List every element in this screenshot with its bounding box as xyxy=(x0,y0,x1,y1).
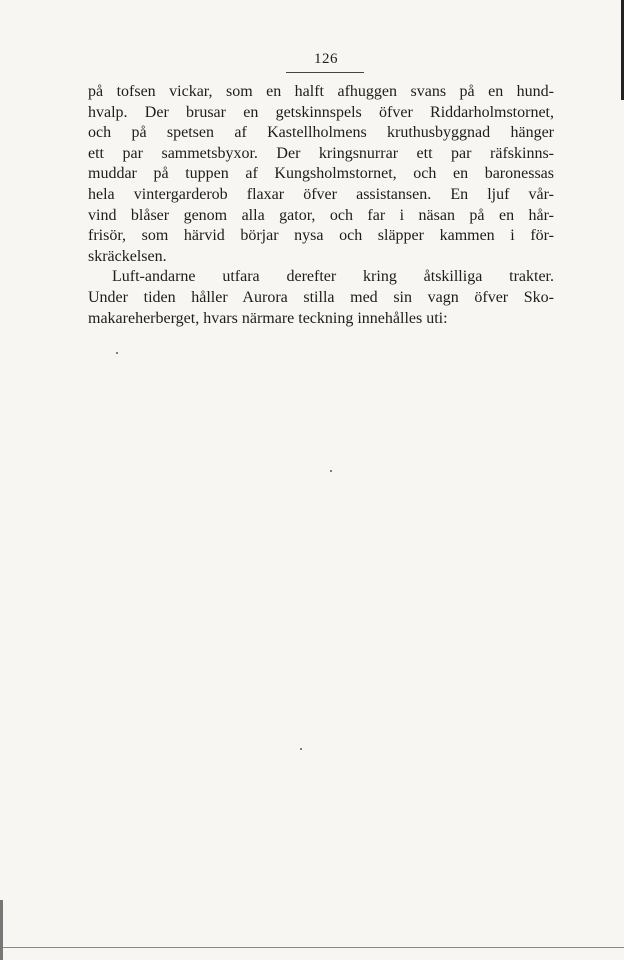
text-line: muddar på tuppen af Kungsholmstornet, och en baronessas xyxy=(88,165,554,183)
page-number-container xyxy=(286,50,366,68)
page-left-edge xyxy=(0,900,3,960)
text-line: Luft-andarne utfara derefter kring åtskilliga trakter. xyxy=(112,268,554,286)
text-line: hvalp. Der brusar en getskinnspels öfver Riddarholmstornet, xyxy=(88,103,554,121)
page-number-rule xyxy=(286,72,364,73)
body-text xyxy=(88,82,554,329)
page-number: 126 xyxy=(314,51,338,67)
text-line: hela vintergarderob flaxar öfver assistansen. En ljuf vår- xyxy=(88,185,554,203)
text-line: makareherberget, hvars närmare teckning innehålles uti: xyxy=(88,309,448,327)
print-speck xyxy=(116,352,118,354)
text-line: ett par sammetsbyxor. Der kringsnurrar ett par räfskinns- xyxy=(88,144,554,162)
text-line: vind blåser genom alla gator, och far i näsan på en hår- xyxy=(88,206,554,224)
text-line: frisör, som härvid börjar nysa och släpper kammen i för- xyxy=(88,227,554,245)
text-line: skräckelsen. xyxy=(88,247,167,265)
text-line: Under tiden håller Aurora stilla med sin vagn öfver Sko- xyxy=(88,288,554,306)
text-line: på tofsen vickar, som en halft afhuggen svans på en hund- xyxy=(88,83,554,100)
print-speck xyxy=(330,470,332,472)
print-speck xyxy=(300,748,302,750)
page-bottom-edge xyxy=(0,947,624,948)
text-line: och på spetsen af Kastellholmens kruthusbyggnad hänger xyxy=(88,124,554,142)
